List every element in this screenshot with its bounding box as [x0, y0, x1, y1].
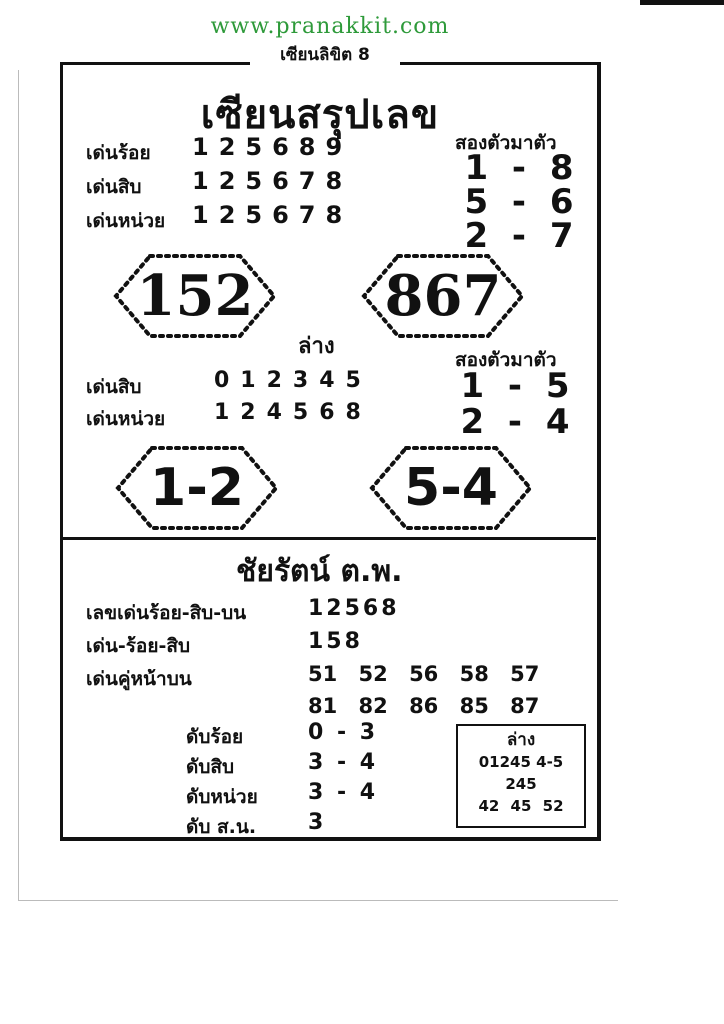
section-title: ชัยรัตน์ ต.พ. — [236, 554, 403, 589]
dub-label: ดับ ส.น. — [186, 816, 257, 838]
pair-item: 1 - 8 — [464, 148, 580, 188]
box-line: 42 45 52 — [478, 797, 564, 815]
row-label-tens: เด่นสิบ — [86, 176, 142, 198]
highlight-pair: 1-2 — [150, 458, 244, 518]
highlight-pair: 5-4 — [404, 458, 498, 518]
pair-item: 1 - 5 — [460, 366, 576, 406]
row-value: 158 — [308, 629, 363, 654]
row-label: เด่น-ร้อย-สิบ — [86, 635, 190, 657]
pair-item: 5 - 6 — [464, 182, 580, 222]
section-divider — [62, 537, 596, 540]
dub-value: 0 - 3 — [308, 720, 379, 745]
row-value: 51 52 56 58 57 — [308, 662, 540, 686]
sheet-edge-bottom — [18, 900, 618, 901]
pair-item: 2 - 7 — [464, 216, 580, 256]
pair-item: 2 - 4 — [460, 402, 576, 442]
lower-heading: ล่าง — [298, 334, 335, 359]
pairs-heading-top: สองตัวมาตัว — [455, 132, 557, 154]
highlight-number: 867 — [384, 263, 502, 329]
box-line: 245 — [505, 775, 537, 793]
row-label-tens-lower: เด่นสิบ — [86, 376, 142, 398]
dub-value: 3 — [308, 810, 327, 835]
highlight-number: 152 — [136, 263, 254, 329]
sheet-edge — [18, 70, 19, 900]
row-label-units: เด่นหน่วย — [86, 210, 166, 232]
dub-value: 3 - 4 — [308, 750, 379, 775]
row-digits-tens: 125678 — [192, 167, 353, 195]
dub-label: ดับหน่วย — [186, 786, 258, 808]
page-subtitle: เซียนลิขิต 8 — [250, 42, 400, 68]
row-label: เลขเด่นร้อย-สิบ-บน — [86, 602, 247, 624]
row-label-units-lower: เด่นหน่วย — [86, 408, 166, 430]
row-label: เด่นคู่หน้าบน — [86, 668, 192, 690]
lower-box — [456, 724, 586, 828]
dub-label: ดับสิบ — [186, 756, 235, 778]
row-digits-units-lower: 124568 — [214, 400, 372, 425]
row-value: 12568 — [308, 596, 400, 621]
page-title: เซียนสรุปเลข — [200, 92, 440, 138]
row-value-continued: 81 82 86 85 87 — [308, 694, 540, 718]
top-edge-rule — [640, 0, 724, 5]
dub-value: 3 - 4 — [308, 780, 379, 805]
dub-label: ดับร้อย — [186, 726, 244, 748]
row-digits-tens-lower: 012345 — [214, 368, 372, 393]
box-line: 01245 4-5 — [478, 753, 564, 771]
row-digits-hundreds: 125689 — [192, 133, 353, 161]
pairs-heading-lower: สองตัวมาตัว — [455, 349, 557, 371]
box-heading: ล่าง — [506, 730, 536, 750]
site-url[interactable]: www.pranakkit.com — [210, 14, 450, 39]
row-label-hundreds: เด่นร้อย — [86, 142, 151, 164]
row-digits-units: 125678 — [192, 201, 353, 229]
